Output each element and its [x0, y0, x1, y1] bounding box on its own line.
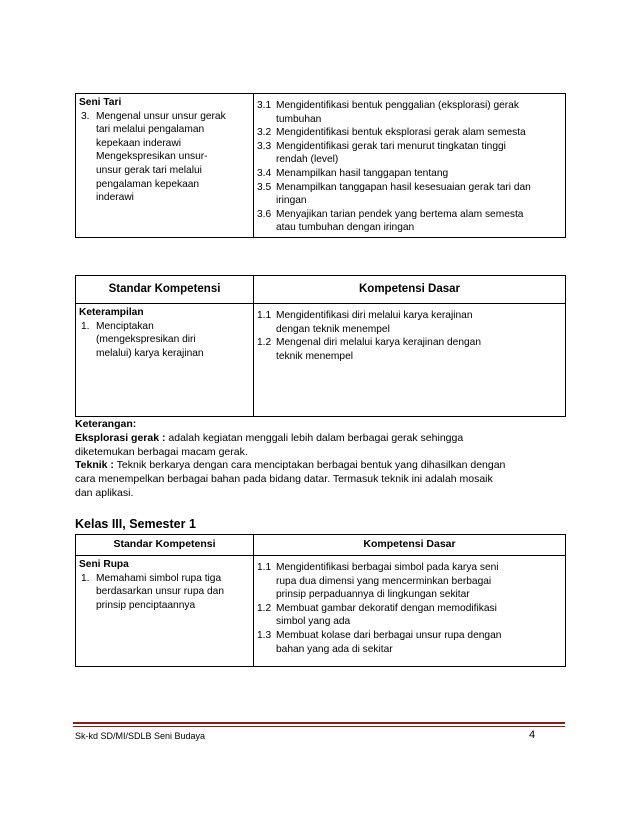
sk-item-number: 1. [81, 572, 90, 584]
kd-line: bahan yang ada di sekitar [276, 643, 393, 655]
kd-line: Membuat kolase dari berbagai unsur rupa dengan [276, 629, 502, 641]
sk-cell [76, 556, 254, 667]
kd-line: prinsip perpaduannya di lingkungan sekitar [276, 589, 470, 601]
teknik-text: cara menempelkan berbagai bahan pada bidang datar. Termasuk teknik ini adalah mosaik [75, 473, 493, 486]
kd-line: simbol yang ada [276, 616, 351, 628]
kd-line: Menyajikan tarian pendek yang bertema alam semesta [276, 208, 524, 220]
kd-line: Menampilkan tanggapan hasil kesesuaian gerak tari dan [276, 181, 531, 193]
kd-line: Mengidentifikasi bentuk penggalian (eksplorasi) gerak [276, 100, 519, 111]
kd-line: Mengenal diri melalui karya kerajinan dengan [276, 337, 482, 349]
kd-number: 1.2 [257, 602, 272, 614]
table-row [76, 304, 566, 417]
kd-number: 1.2 [257, 337, 272, 349]
sk-heading: Seni Rupa [79, 559, 129, 570]
table-header-row [76, 276, 566, 304]
kd-cell [254, 94, 566, 238]
kd-line: Mengidentifikasi diri melalui karya kerajinan [276, 310, 473, 321]
sk-item-number: 3. [81, 110, 90, 122]
kd-line: atau tumbuhan dengan iringan [276, 222, 415, 234]
table-row [76, 94, 566, 238]
sk-item-line: (mengekspresikan diri [96, 334, 196, 346]
sk-heading: Seni Tari [79, 97, 122, 108]
teknik-text: dan aplikasi. [75, 486, 134, 499]
kd-line: rendah (level) [276, 154, 339, 166]
kd-line: Mengidentifikasi bentuk eksplorasi gerak alam semesta [276, 127, 526, 139]
kd-number: 1.3 [257, 629, 272, 641]
kd-item [257, 99, 563, 126]
sk-cell [76, 304, 254, 417]
kd-number: 3.1 [257, 100, 272, 111]
kd-item [257, 336, 563, 363]
kd-line: teknik menempel [276, 350, 354, 362]
sk-item-line: Memahami simbol rupa tiga [96, 572, 222, 584]
eksplorasi-term: Eksplorasi gerak : [75, 431, 166, 444]
kd-number: 3.4 [257, 167, 272, 179]
sk-item [79, 320, 250, 361]
kd-line: dengan teknik menempel [276, 323, 390, 335]
header-standar-kompetensi: Standar Kompetensi [76, 535, 254, 556]
sk-item-line: pengalaman kepekaan [96, 178, 200, 190]
kd-number: 3.6 [257, 208, 272, 220]
kd-cell [254, 556, 566, 667]
sk-item-line: Mengekspresikan unsur- [96, 151, 208, 163]
table-keterampilan [75, 275, 566, 417]
page-number: 4 [529, 729, 536, 741]
sk-item [79, 110, 250, 205]
eksplorasi-text: adalah kegiatan menggali lebih dalam berbagai gerak sehingga [165, 431, 464, 444]
footer-rule [73, 722, 565, 724]
sk-heading: Keterampilan [79, 307, 144, 318]
sk-item-line: unsur gerak tari melalui [96, 164, 202, 176]
kd-item [257, 309, 563, 336]
kd-number: 1.1 [257, 310, 272, 321]
kd-line: tumbuhan [276, 113, 322, 125]
kd-line: Membuat gambar dekoratif dengan memodifikasi [276, 602, 497, 614]
sk-cell [76, 94, 254, 238]
kelas-heading: Kelas III, Semester 1 [75, 517, 196, 531]
kd-number: 3.5 [257, 181, 272, 193]
kd-line: Menampilkan hasil tanggapan tentang [276, 167, 449, 179]
sk-item-line: tari melalui pengalaman [96, 124, 205, 136]
table-row [76, 556, 566, 667]
kd-item [257, 181, 563, 208]
footer-rule [73, 726, 565, 727]
sk-item [79, 572, 250, 613]
kd-line: Mengidentifikasi gerak tari menurut tingkatan tinggi [276, 140, 506, 152]
table-seni-tari [75, 93, 566, 238]
kd-line: iringan [276, 195, 307, 207]
kd-item [257, 167, 563, 181]
teknik-term: Teknik : [75, 459, 114, 472]
sk-item-line: inderawi [96, 192, 134, 204]
sk-item-line: melalui) karya kerajinan [96, 347, 204, 359]
kd-line: Mengidentifikasi berbagai simbol pada karya seni [276, 562, 499, 573]
teknik-text: Teknik berkarya dengan cara menciptakan berbagai bentuk yang dihasilkan dengan [113, 459, 506, 472]
sk-item-line: Menciptakan [96, 320, 154, 332]
kd-number: 1.1 [257, 562, 272, 573]
kd-item [257, 140, 563, 167]
kd-number: 3.2 [257, 127, 272, 139]
sk-item-line: kepekaan inderawi [96, 137, 181, 149]
sk-item-number: 1. [81, 320, 90, 332]
kd-line: rupa dua dimensi yang mencerminkan berbagai [276, 575, 492, 587]
header-standar-kompetensi: Standar Kompetensi [76, 276, 254, 304]
table-header-row [76, 535, 566, 556]
footer-doc-title: Sk-kd SD/MI/SDLB Seni Budaya [75, 731, 206, 741]
sk-item-line: Mengenal unsur unsur gerak [96, 110, 226, 122]
table-seni-rupa [75, 534, 566, 667]
kd-item [257, 629, 563, 656]
kd-cell [254, 304, 566, 417]
kd-item [257, 602, 563, 629]
kd-number: 3.3 [257, 140, 272, 152]
header-kompetensi-dasar: Kompetensi Dasar [254, 535, 566, 556]
header-kompetensi-dasar: Kompetensi Dasar [254, 276, 566, 304]
notes-title: Keterangan: [75, 418, 137, 430]
eksplorasi-text: diketemukan berbagai macam gerak. [75, 445, 248, 458]
kd-item [257, 561, 563, 602]
sk-item-line: prinsip penciptaannya [96, 599, 196, 611]
kd-item [257, 208, 563, 235]
kd-item [257, 126, 563, 140]
keterangan-notes [75, 418, 565, 501]
sk-item-line: berdasarkan unsur rupa dan [96, 586, 224, 598]
